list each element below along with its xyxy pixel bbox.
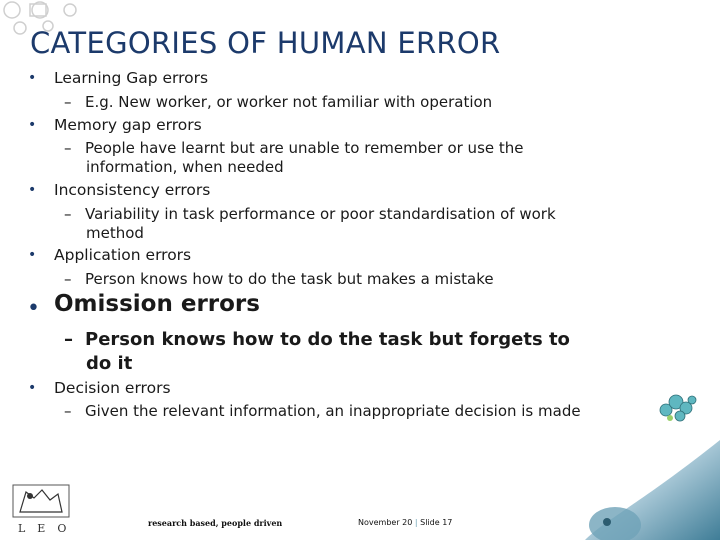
footer-slide-number: Slide 17: [420, 518, 453, 527]
item-label: Learning Gap errors: [54, 69, 209, 87]
item-label: Memory gap errors: [54, 116, 202, 134]
item-sub-cont-emphasized: do it: [86, 353, 133, 374]
item-sub-emphasized: – Person knows how to do the task but forgets to: [64, 329, 570, 350]
item-sub: – Variability in task performance or poor standardisation of work: [64, 205, 556, 223]
bullet-icon: •: [28, 247, 37, 263]
bullet-icon: •: [27, 296, 40, 321]
item-label: Inconsistency errors: [54, 181, 211, 199]
lion-icon: [12, 484, 70, 518]
item-sub: – Person knows how to do the task but makes a mistake: [64, 270, 494, 288]
slide-title: CATEGORIES OF HUMAN ERROR: [30, 26, 501, 60]
logo-text: LEO: [18, 522, 79, 535]
item-sub: – People have learnt but are unable to remember or use the: [64, 139, 524, 157]
item-label-emphasized: Omission errors: [54, 291, 260, 317]
footer-separator: |: [414, 518, 418, 527]
molecule-image: [656, 388, 702, 428]
item-sub-cont: information, when needed: [86, 158, 284, 176]
leo-logo: [12, 484, 79, 535]
footer-meta: [358, 518, 452, 527]
bullet-icon: •: [28, 380, 37, 396]
item-label: Application errors: [54, 246, 192, 264]
item-sub: – Given the relevant information, an inappropriate decision is made: [64, 402, 581, 420]
corner-image: [585, 440, 720, 540]
footer-date: November 20: [358, 518, 413, 527]
bullet-icon: •: [28, 182, 37, 198]
item-label: Decision errors: [54, 379, 171, 397]
item-sub-cont: method: [86, 224, 144, 242]
bullet-icon: •: [28, 70, 37, 86]
bullet-icon: •: [28, 117, 37, 133]
footer-tagline: research based, people driven: [148, 518, 283, 528]
item-sub: – E.g. New worker, or worker not familiar with operation: [64, 93, 493, 111]
